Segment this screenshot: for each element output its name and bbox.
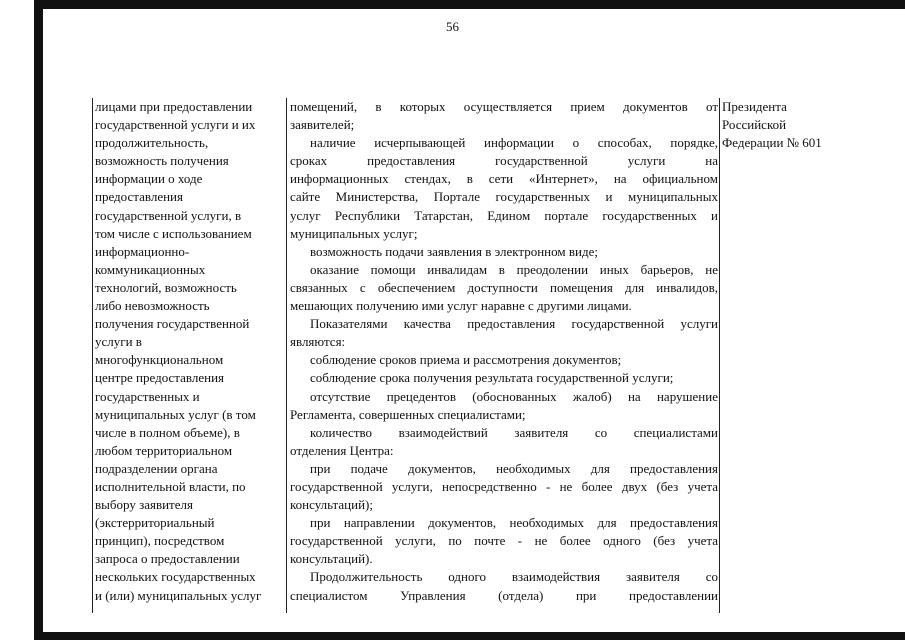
mid-line: при подаче документов, необходимых для предоставления	[310, 460, 718, 476]
left-line: (экстерриториальный	[95, 515, 215, 531]
left-line: нескольких государственных	[95, 569, 256, 585]
scan-border-top	[34, 0, 905, 9]
mid-line: соблюдение срока получения результата государственной услуги;	[310, 370, 674, 386]
left-line: запроса о предоставлении	[95, 551, 240, 567]
left-line: коммуникационных	[95, 261, 206, 277]
mid-line: связанных с обеспечением доступности помещения для инвалидов,	[290, 279, 718, 295]
mid-line: наличие исчерпывающей информации о способах, порядке,	[310, 135, 718, 151]
left-line: любом территориальном	[95, 442, 233, 458]
mid-line: консультаций).	[290, 551, 373, 567]
left-line: выбору заявителя	[95, 497, 193, 513]
mid-line: Продолжительность одного взаимодействия заявителя со	[310, 569, 718, 585]
mid-line: государственной услуги, по почте - не более одного (без учета	[290, 533, 718, 549]
mid-line: услуг Республики Татарстан, Едином портале государственных и	[290, 207, 718, 223]
left-line: государственной услуги и их	[95, 117, 256, 133]
right-line: Российской	[722, 117, 787, 133]
left-line: возможность получения	[95, 153, 229, 169]
left-line: муниципальных услуг (в том	[95, 406, 256, 422]
table-border-left	[92, 98, 93, 613]
left-line: информации о ходе	[95, 171, 203, 187]
mid-line: Регламента, совершенных специалистами;	[290, 406, 526, 422]
column-requirement-name	[95, 98, 281, 613]
left-line: и (или) муниципальных услуг	[95, 587, 262, 603]
page-number: 56	[446, 19, 459, 34]
left-line: принцип), посредством	[95, 533, 225, 549]
left-line: информационно-	[95, 243, 190, 259]
left-line: технологий, возможность	[95, 279, 237, 295]
left-line: государственной услуги, в	[95, 207, 242, 223]
mid-line: Показателями качества предоставления государственной услуги	[310, 316, 718, 332]
mid-line: возможность подачи заявления в электронном виде;	[310, 243, 598, 259]
mid-line: соблюдение сроков приема и рассмотрения документов;	[310, 352, 622, 368]
left-line: подразделении органа	[95, 460, 218, 476]
table-border-col1	[286, 98, 287, 613]
left-line: либо невозможность	[95, 298, 210, 314]
regulation-table	[0, 98, 905, 613]
mid-line: мешающих получению ими услуг наравне с другими лицами.	[290, 298, 632, 314]
mid-line: отделения Центра:	[290, 442, 394, 458]
mid-line: консультаций);	[290, 497, 373, 513]
mid-line: при направлении документов, необходимых для предоставления	[310, 515, 718, 531]
right-line: Президента	[722, 99, 787, 114]
left-line: числе в полном объеме), в	[95, 424, 240, 440]
left-line: государственных и	[95, 388, 200, 404]
column-requirement-content	[290, 98, 718, 613]
left-line: услуги в	[95, 334, 142, 350]
left-line: получения государственной	[95, 316, 250, 332]
mid-line: помещений, в которых осуществляется прием документов от	[290, 99, 718, 114]
mid-line: отсутствие прецедентов (обоснованных жалоб) на нарушение	[310, 388, 718, 404]
left-line: центре предоставления	[95, 370, 225, 386]
mid-line: оказание помощи инвалидам в преодолении иных барьеров, не	[310, 261, 718, 277]
left-line: продолжительность,	[95, 135, 209, 151]
mid-line: сроках предоставления государственной услуги на	[290, 153, 718, 169]
table-border-col2	[719, 98, 720, 613]
mid-line: сайте Министерства, Портале государственных и муниципальных	[290, 189, 718, 205]
left-line: предоставления	[95, 189, 183, 205]
mid-line: специалистом Управления (отдела) при предоставлении	[290, 587, 718, 603]
mid-line: количество взаимодействий заявителя со специалистами	[310, 424, 718, 440]
mid-line: являются:	[290, 334, 346, 350]
left-line: том числе с использованием	[95, 225, 252, 241]
mid-line: информационных стендах, в сети «Интернет», на официальном	[290, 171, 718, 187]
mid-line: заявителей;	[290, 117, 355, 133]
left-line: лицами при предоставлении	[95, 99, 253, 114]
mid-line: государственной услуги, непосредственно - не более двух (без учета	[290, 478, 718, 494]
column-legal-basis	[722, 98, 842, 613]
left-line: многофункциональном	[95, 352, 224, 368]
right-line: Федерации № 601	[722, 135, 822, 151]
mid-line: муниципальных услуг;	[290, 225, 418, 241]
scan-border-bottom	[34, 632, 905, 640]
left-line: исполнительной власти, по	[95, 478, 246, 494]
